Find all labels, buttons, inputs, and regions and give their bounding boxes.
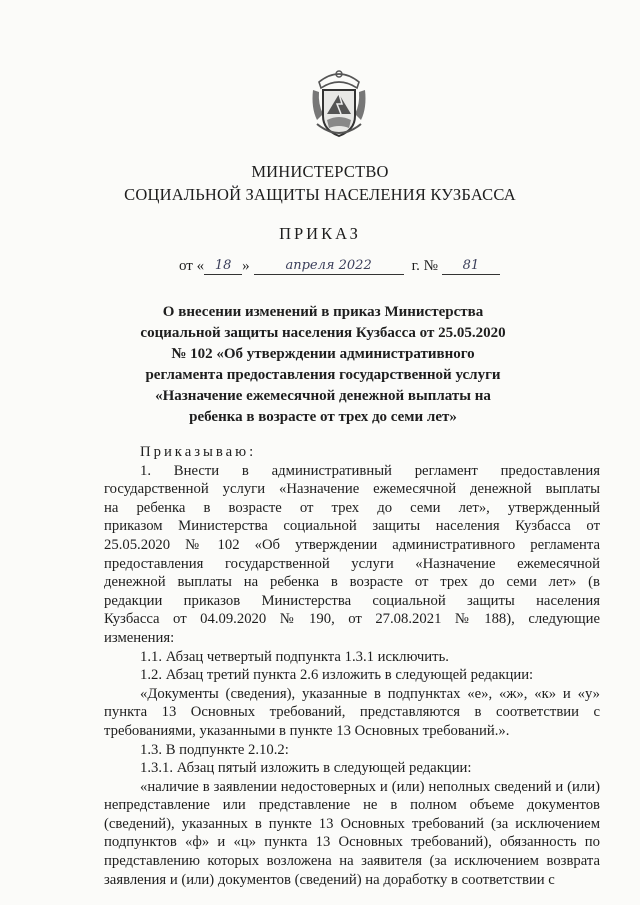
heading-line: О внесении изменений в приказ Министерства — [162, 304, 484, 320]
date-month-field — [254, 257, 404, 275]
date-day-close: » — [242, 258, 250, 274]
paragraph-1-3-1: 1.3.1. Абзац пятый изложить в следующей редакции: — [140, 760, 472, 777]
number-label: г. № — [411, 258, 438, 274]
order-number: 81 — [462, 258, 480, 273]
heading-line: № 102 «Об утверждении административного — [171, 346, 475, 362]
paragraph-1-2: 1.2. Абзац третий пункта 2.6 изложить в следующей редакции: — [140, 667, 534, 684]
order-number-field — [442, 257, 500, 275]
date-month-year: апреля 2022 — [285, 258, 372, 273]
date-day: 18 — [214, 258, 232, 273]
paragraph-1-3: 1.3. В подпункте 2.10.2: — [140, 741, 289, 758]
order-heading — [110, 302, 536, 428]
ministry-subtitle: СОЦИАЛЬНОЙ ЗАЩИТЫ НАСЕЛЕНИЯ КУЗБАССА — [124, 185, 516, 204]
date-day-field — [204, 257, 242, 275]
order-body — [104, 443, 600, 889]
document-type: ПРИКАЗ — [279, 224, 361, 243]
paragraph-1-2-quote: «Документы (сведения), указанные в подпунктах «е», «ж», «к» и «у» пункта 13 Основных требований, представляются в соответствии с требованиями, указанными в пункте 13 Основных требований.». — [104, 685, 600, 739]
heading-line: ребенка в возрасте от трех до семи лет» — [189, 409, 457, 425]
ministry-title: МИНИСТЕРСТВО — [251, 162, 389, 181]
heading-line: социальной защиты населения Кузбасса от 25.05.2020 — [140, 325, 506, 341]
paragraph-1-3-1-quote: «наличие в заявлении недостоверных и (или) неполных сведений и (или) непредставление или представление не в полном объеме документов (сведений), указанных в пункте 13 Основных требований (за исключением подпунктов «ф» и «ц» пункта 13 Основных требований), обязанность по представлению которых возложена на заявителя (за исключением возврата заявления и (или) документов (сведений) на доработку в соответствии с — [104, 778, 600, 888]
heading-line: «Назначение ежемесячной денежной выплаты на — [155, 388, 491, 404]
date-from-label: от « — [179, 258, 205, 274]
order-word: Приказываю: — [140, 444, 257, 460]
heading-line: регламента предоставления государственной услуги — [145, 367, 501, 383]
paragraph-1-1: 1.1. Абзац четвертый подпункта 1.3.1 исключить. — [140, 648, 449, 665]
paragraph-1: 1. Внести в административный регламент предоставления государственной услуги «Назначение ежемесячной денежной выплаты на ребенка в возрасте от трех до семи лет», утвержденный приказом Министерства социальной защиты населения Кузбасса от 25.05.2020 № 102 «Об утверждении административного регламента предоставления государственной услуги «Назначение ежемесячной денежной выплаты на ребенка в возрасте от трех до семи лет» (в редакции приказов Министерства социальной защиты населения Кузбасса от 04.09.2020 № 190, от 27.08.2021 № 188), следующие изменения: — [104, 462, 600, 646]
date-line — [179, 257, 500, 275]
coat-of-arms-icon — [309, 68, 369, 140]
